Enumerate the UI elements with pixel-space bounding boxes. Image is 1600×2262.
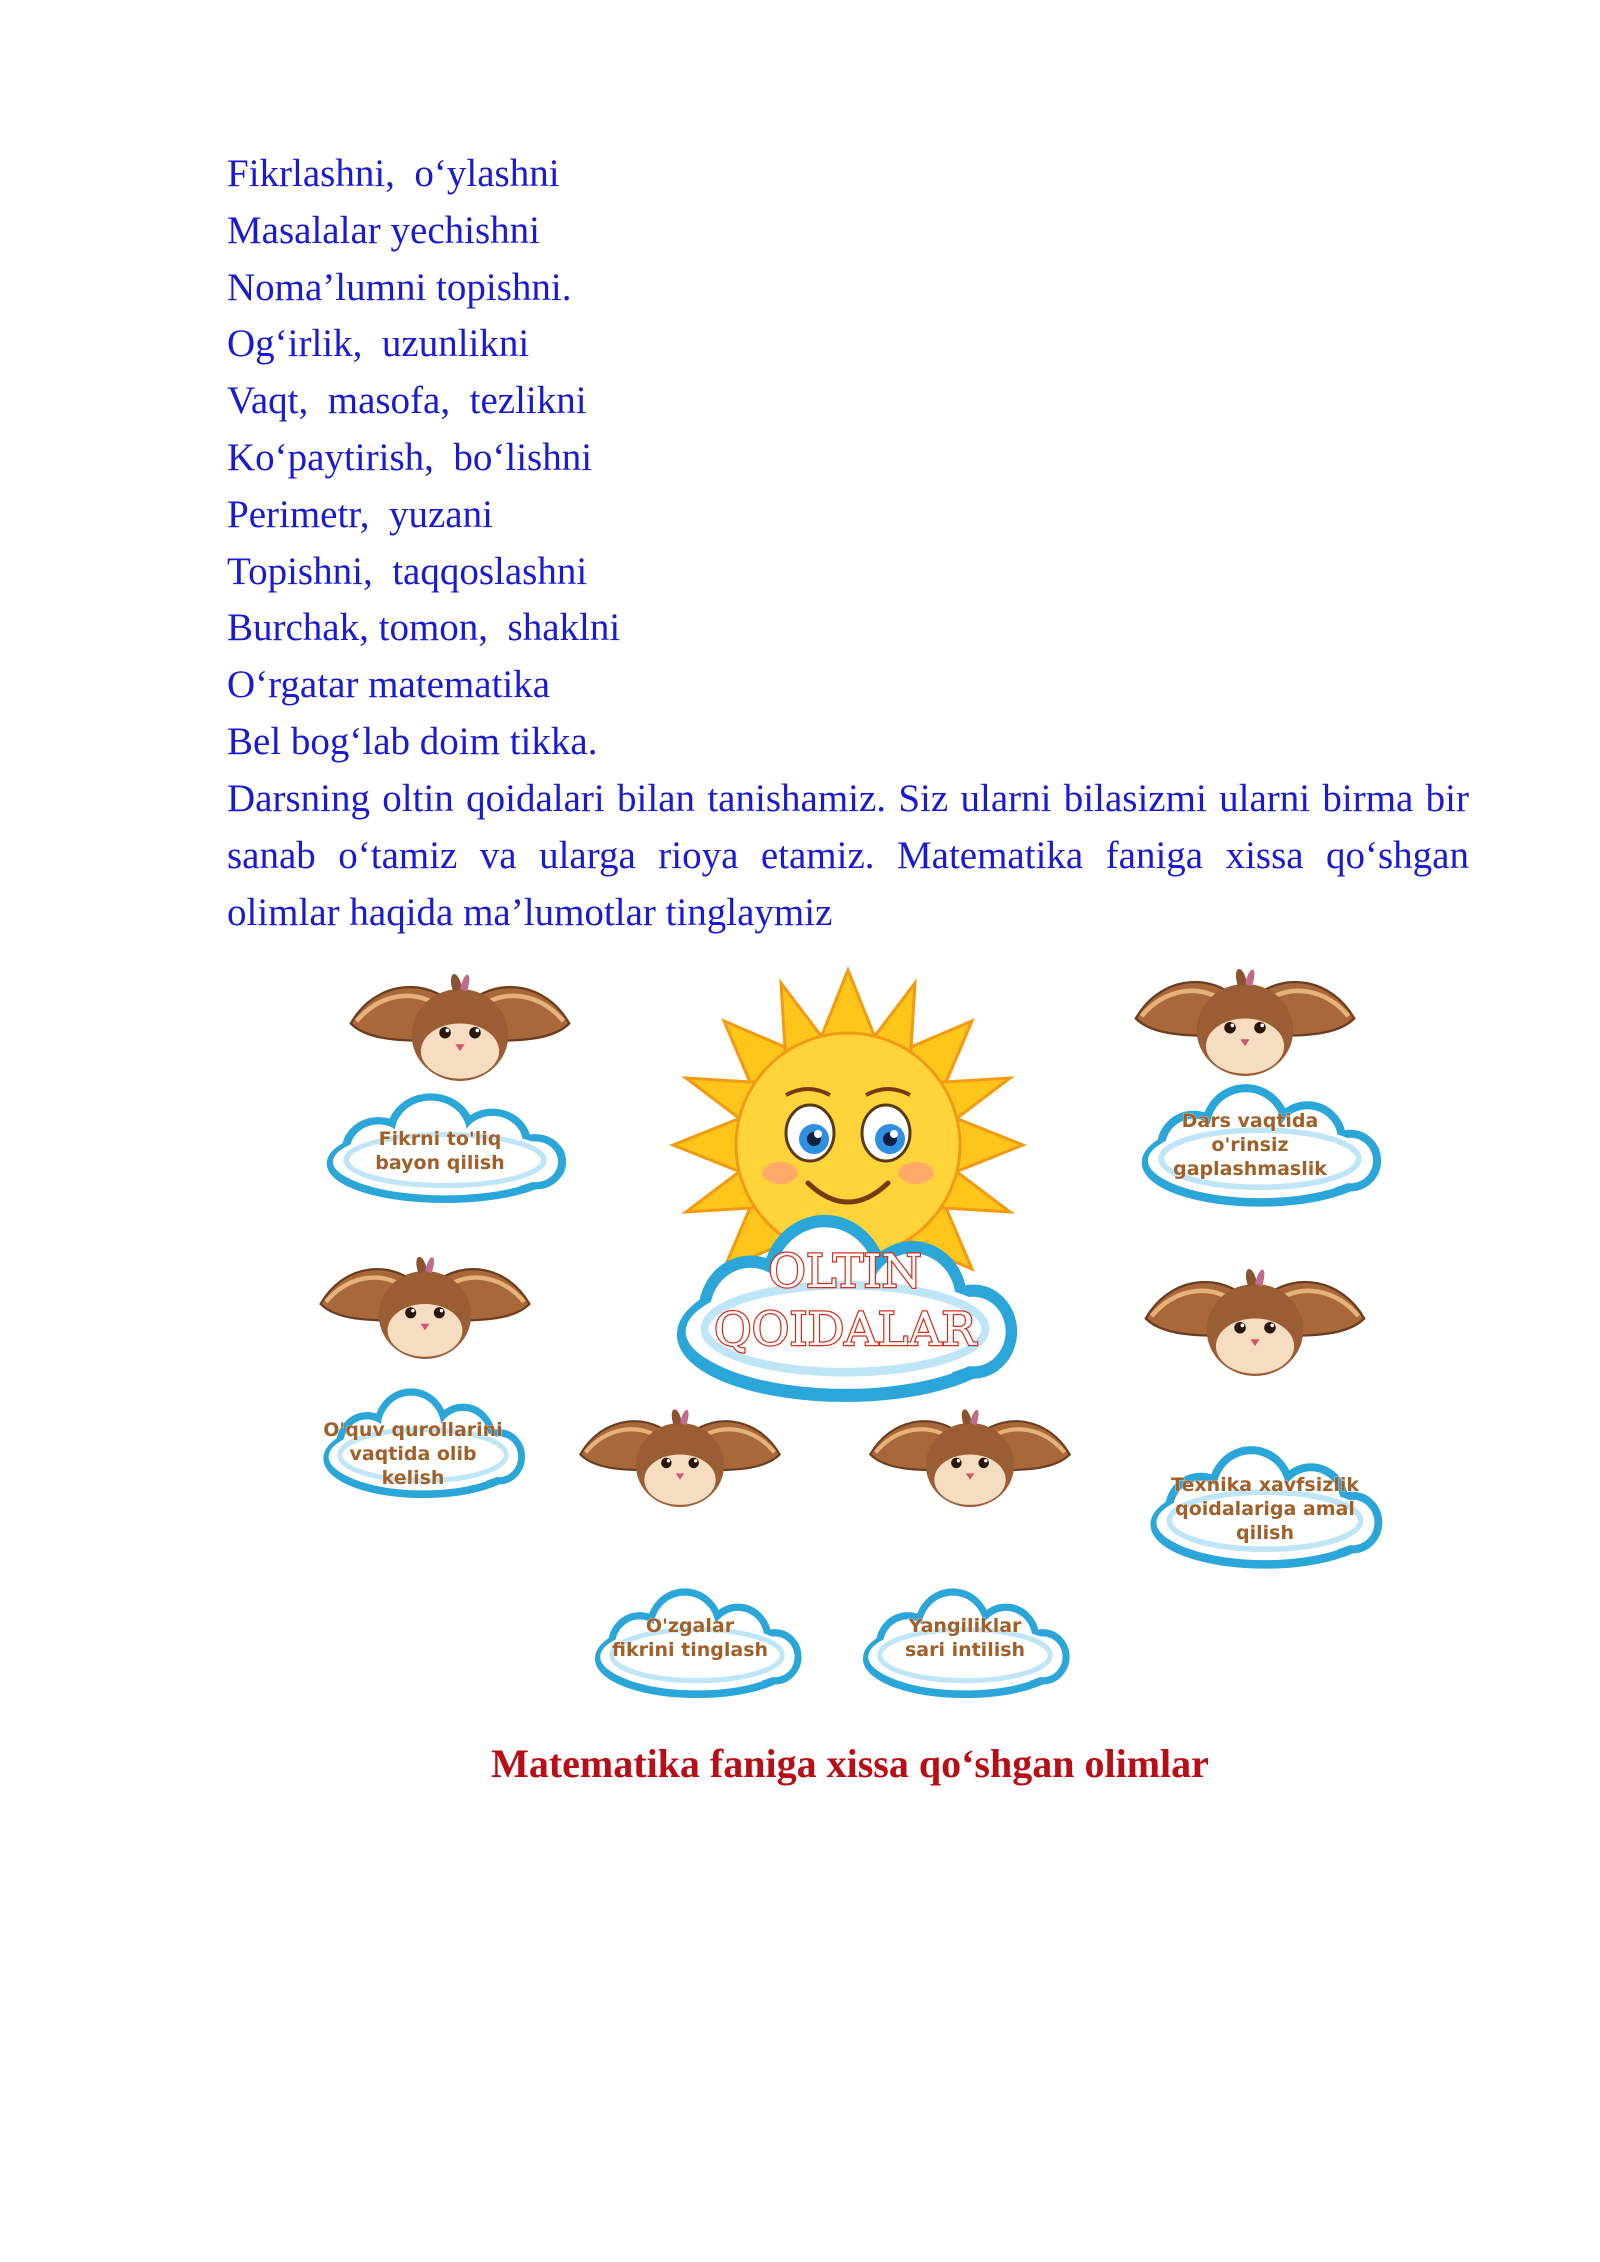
rule-2-line-2: o'rinsiz [1211, 1134, 1289, 1156]
bird-icon [1146, 1269, 1365, 1376]
rule-2-line-3: gaplashmaslik [1173, 1158, 1327, 1180]
rule-3-line-3: kelish [381, 1467, 445, 1489]
rule-2-line-1: Dars vaqtida [1181, 1110, 1319, 1132]
poem-line: Og‘irlik, uzunlikni [227, 322, 530, 366]
poem-line: Bel bog‘lab doim tikka. [227, 719, 598, 763]
poem-line: Noma’lumni topishni. [227, 265, 572, 309]
poem-line: Masalalar yechishni [227, 208, 540, 252]
title-line-1: OLTIN [768, 1244, 922, 1298]
rule-5-line-2: fikrini tinglash [611, 1639, 769, 1661]
poem-line: Ko‘paytirish, bo‘lishni [227, 435, 593, 479]
rule-4-line-2: qoidalariga amal [1175, 1498, 1355, 1520]
rule-5-line-1: O'zgalar [645, 1615, 735, 1637]
rule-3-line-1: O'quv qurollarini [323, 1419, 503, 1441]
poem-line: Perimetr, yuzani [227, 492, 493, 536]
poem [227, 146, 1467, 771]
rule-1-line-1: Fikrni to'liq [378, 1128, 502, 1150]
rule-1-line-2: bayon qilish [375, 1152, 505, 1174]
poem-line: Topishni, taqqoslashni [227, 549, 588, 593]
poem-line: Burchak, tomon, shaklni [227, 606, 621, 650]
poem-line: Fikrlashni, o‘ylashni [227, 152, 560, 195]
rule-6-line-2: sari intilish [904, 1639, 1026, 1661]
section-caption: Matematika faniga xissa qo‘shgan olimlar [491, 1741, 1209, 1786]
rule-3-line-2: vaqtida olib [349, 1443, 477, 1465]
illustration-svg [300, 940, 1400, 1720]
rule-6-line-1: Yangiliklar [908, 1615, 1022, 1637]
poem-line: Vaqt, masofa, tezlikni [227, 379, 587, 423]
rule-4-line-1: Texnika xavfsizlik [1171, 1474, 1359, 1496]
title-line-2: QOIDALAR [713, 1302, 977, 1356]
bird-icon [321, 1257, 530, 1359]
bird-icon [580, 1409, 780, 1507]
bird-icon [351, 974, 570, 1081]
bird-icon [870, 1409, 1070, 1507]
golden-rules-illustration [300, 940, 1400, 1720]
intro-paragraph: Darsning oltin qoidalari bilan tanishamiz. Siz ularni bilasizmi ularni birma bir sanab o‘tamiz va ularga rioya etamiz. Matematika faniga xissa qo‘shgan olimlar haqida ma’lumotlar tinglaymiz [227, 777, 1469, 934]
poem-line: O‘rgatar matematika [227, 663, 551, 707]
bird-icon [1136, 969, 1355, 1076]
rule-4-line-3: qilish [1236, 1522, 1294, 1544]
